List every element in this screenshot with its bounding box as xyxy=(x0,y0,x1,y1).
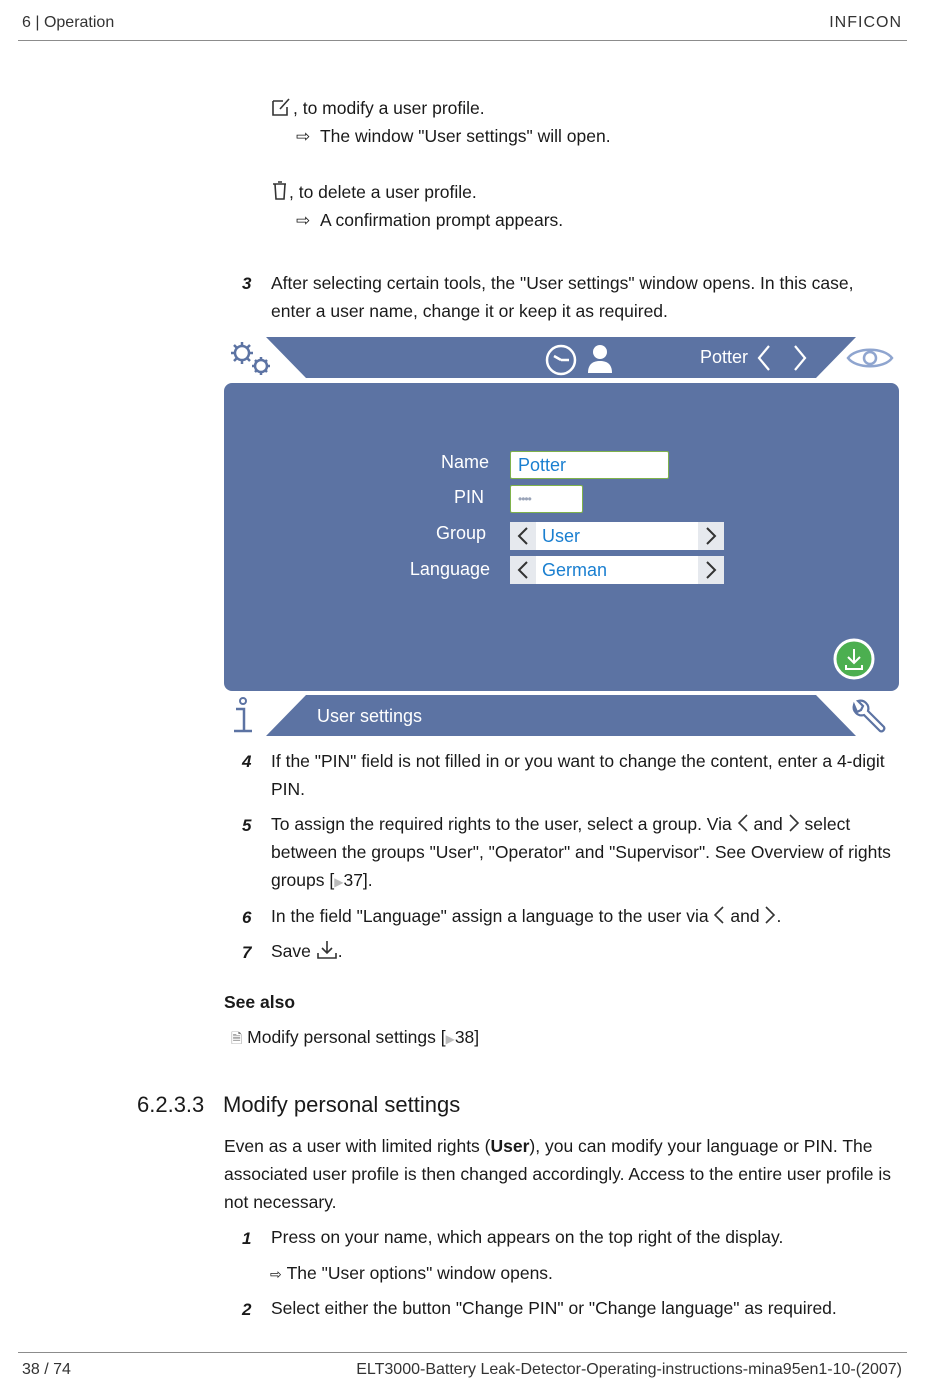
page-ref-arrow-icon: ▶ xyxy=(445,1032,455,1046)
intro-bold: User xyxy=(490,1136,530,1156)
step7-period: . xyxy=(337,941,343,961)
chevron-right-icon xyxy=(705,560,717,580)
step4-line2: PIN. xyxy=(271,779,306,799)
chevron-left-icon[interactable] xyxy=(756,344,772,377)
result-arrow-icon: ⇨ xyxy=(270,1266,282,1282)
step5-text: To assign the required rights to the user, select a group. Via xyxy=(271,814,732,834)
step6-and: and xyxy=(730,906,760,926)
download-icon xyxy=(316,940,338,968)
download-icon xyxy=(833,638,875,680)
result-arrow-icon: ⇨ xyxy=(296,127,311,146)
name-label: Name xyxy=(440,452,489,472)
see-also-title: See also xyxy=(224,992,296,1012)
save-button[interactable] xyxy=(833,638,875,685)
delete-result-text: A confirmation prompt appears. xyxy=(319,210,564,230)
device-screenshot xyxy=(224,337,899,737)
wrench-icon[interactable] xyxy=(848,697,888,742)
see-also-link-page[interactable]: 38] xyxy=(454,1027,480,1047)
pin-label: PIN xyxy=(453,487,484,507)
delete-tool-text: , to delete a user profile. xyxy=(289,182,477,202)
intro-text-cont: ), you can modify your language or PIN. The xyxy=(529,1136,873,1156)
footer-title: User settings xyxy=(317,706,423,726)
chevron-left-icon xyxy=(517,560,529,580)
step5-line2: between the groups "User", "Operator" and "Supervisor". See Overview of rights xyxy=(271,842,891,862)
chevron-left-icon xyxy=(737,813,749,841)
pin-input[interactable]: •••• xyxy=(510,485,583,513)
group-next-button[interactable] xyxy=(698,522,724,550)
page-ref-arrow-icon: ▶ xyxy=(334,875,344,889)
header-divider xyxy=(18,40,907,41)
chevron-right-icon[interactable] xyxy=(792,344,808,377)
edit-icon xyxy=(271,97,293,125)
step-number: 4 xyxy=(242,752,252,771)
footer-divider xyxy=(18,1352,907,1353)
step-number: 1 xyxy=(242,1229,252,1248)
page-ref-link[interactable]: 37]. xyxy=(343,870,373,890)
step6-text: In the field "Language" assign a language to the user via xyxy=(271,906,709,926)
edit-tool-text: , to modify a user profile. xyxy=(293,98,485,118)
section-header: 6 | Operation xyxy=(22,14,115,31)
language-value: German xyxy=(542,560,608,580)
chevron-right-icon xyxy=(788,813,800,841)
group-select[interactable] xyxy=(510,522,724,550)
section-step1-text: Press on your name, which appears on the top right of the display. xyxy=(271,1227,784,1247)
see-also-link[interactable] xyxy=(231,1023,479,1053)
intro-line3: not necessary. xyxy=(224,1192,337,1212)
step6-period: . xyxy=(776,906,782,926)
intro-text: Even as a user with limited rights ( xyxy=(224,1136,491,1156)
document-id: ELT3000-Battery Leak-Detector-Operating-instructions-mina95en1-10-(2007) xyxy=(356,1361,902,1378)
step5-ref-text: groups [ xyxy=(271,870,335,890)
intro-line2: associated user profile is then changed accordingly. Access to the entire user profile is xyxy=(224,1164,891,1184)
step-number: 7 xyxy=(242,943,252,962)
language-label: Language xyxy=(409,559,490,579)
group-value: User xyxy=(542,526,581,546)
step-number: 6 xyxy=(242,908,252,927)
info-icon[interactable] xyxy=(230,697,256,740)
trash-icon xyxy=(271,181,289,209)
group-label: Group xyxy=(435,523,486,543)
step3-line1: After selecting certain tools, the "User settings" window opens. In this case, xyxy=(271,273,854,293)
chevron-left-icon xyxy=(713,905,725,933)
section-step1-result xyxy=(270,1259,553,1288)
chevron-right-icon xyxy=(764,905,776,933)
section-number: 6.2.3.3 xyxy=(137,1092,205,1117)
language-next-button[interactable] xyxy=(698,556,724,584)
step7-line xyxy=(271,937,343,968)
section-step2-text: Select either the button "Change PIN" or "Change language" as required. xyxy=(271,1298,837,1318)
delete-result-line xyxy=(296,206,563,235)
edit-result-text: The window "User settings" will open. xyxy=(319,126,611,146)
result-arrow-icon: ⇨ xyxy=(296,211,311,230)
name-input[interactable]: Potter xyxy=(510,451,669,479)
delete-tool-line xyxy=(271,178,477,209)
chevron-right-icon xyxy=(705,526,717,546)
see-also-link-text[interactable]: Modify personal settings [ xyxy=(247,1027,446,1047)
edit-result-line xyxy=(296,122,611,151)
step5-and: and xyxy=(753,814,783,834)
language-select[interactable] xyxy=(510,556,724,584)
document-icon: 🗎 xyxy=(231,1030,243,1046)
edit-tool-line xyxy=(271,94,485,125)
chevron-left-icon xyxy=(517,526,529,546)
section-step1-result-text: The "User options" window opens. xyxy=(286,1263,553,1283)
step7-text: Save xyxy=(271,941,311,961)
step-number: 5 xyxy=(242,816,252,835)
user-icon[interactable] xyxy=(586,343,614,380)
section-title: Modify personal settings xyxy=(223,1092,461,1117)
step5-select: select xyxy=(804,814,851,834)
step5-line1 xyxy=(271,810,850,841)
step-number: 2 xyxy=(242,1300,252,1319)
page-number: 38 / 74 xyxy=(22,1361,71,1378)
step4-line1: If the "PIN" field is not filled in or you want to change the content, enter a 4-digit xyxy=(271,751,885,771)
eye-icon[interactable] xyxy=(846,343,894,378)
step-number: 3 xyxy=(242,274,252,293)
language-prev-button[interactable] xyxy=(510,556,536,584)
clock-icon[interactable] xyxy=(544,343,578,382)
step5-line3 xyxy=(271,866,373,896)
step3-line2: enter a user name, change it or keep it as required. xyxy=(271,301,668,321)
top-user-name[interactable]: Potter xyxy=(700,347,749,367)
step6-line xyxy=(271,902,781,933)
user-settings-panel xyxy=(224,383,899,691)
group-prev-button[interactable] xyxy=(510,522,536,550)
brand-name: INFICON xyxy=(829,14,902,31)
intro-line1 xyxy=(224,1132,872,1160)
